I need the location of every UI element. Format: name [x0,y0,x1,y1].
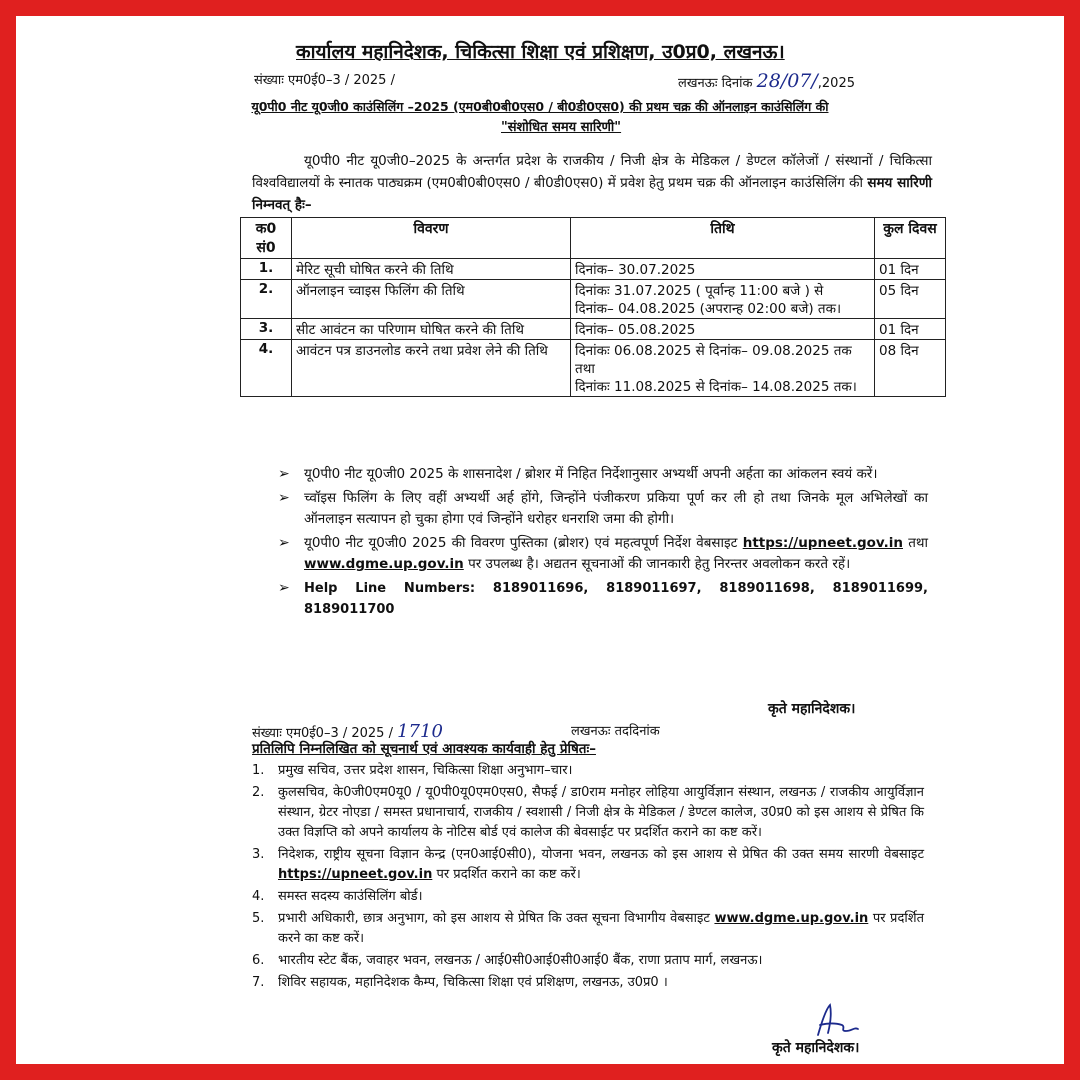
item-text: शिविर सहायक, महानिदेशक कैम्प, चिकित्सा शिक्षा एवं प्रशिक्षण, लखनऊ, उ0प्र0 । [278,975,668,990]
signature-bottom: कृते महानिदेशक। [772,1040,860,1056]
item-text: भारतीय स्टेट बैंक, जवाहर भवन, लखनऊ / आई0सी0आई0सी0आई0 बैंक, राणा प्रताप मार्ग, लखनऊ। [278,953,763,968]
row-date [571,259,875,280]
document-page [16,16,1064,1064]
item-text: निदेशक, राष्ट्रीय सूचना विज्ञान केन्द्र (एन0आई0सी0), योजना भवन, लखनऊ को इस आशय से प्रेषित की उक्त समय सारणी वेबसाइट [278,847,924,862]
item-text: कुलसचिव, के0जी0एम0यू0 / यू0पी0यू0एम0एस0, सैफई / डा0राम मनोहर लोहिया आयुर्विज्ञान संस्थान, लखनऊ / राजकीय आयुर्विज्ञान संस्थान, ग्रेटर नोएडा / समस्त प्रधानाचार्य, राजकीय / स्वशासी / निजी क्षेत्र के मेडिकल / डेण्टल कालेज, उ0प्र0 को इस आशय से प्रेषित कि उक्त विज्ञप्ति को अपने कार्यालय के नोटिस बोर्ड एवं कालेज की बेवसाईट पर प्रदर्शित कराने का कष्ट करें। [278,785,924,840]
row-days: 05 दिन [875,280,946,319]
list-item [252,909,924,949]
note-text: च्वॉइस फिलिंग के लिए वहीं अभ्यर्थी अर्ह होंगे, जिन्होंने पंजीकरण प्रकिया पूर्ण कर ली हो तथा जिनके मूल अभिलेखों का ऑनलाइन सत्यापन हो चुका होगा एवं जिन्होंने धरोहर धनराशि जमा की होगी। [304,490,928,527]
copy-place-date: लखनऊः तददिनांक [571,724,660,739]
item-number: 2. [252,785,265,800]
item-number: 4. [252,889,265,904]
subject-revised-schedule: "संशोधित समय सारिणी" [501,120,622,135]
arrow-bullet-icon: ➢ [278,580,290,596]
table-row [241,259,946,280]
schedule-table [240,217,946,397]
office-title: कार्यालय महानिदेशक, चिकित्सा शिक्षा एवं प्रशिक्षण, उ0प्र0, लखनऊ। [296,41,785,63]
date-line-text: दिनांक– 30.07.2025 [575,262,696,278]
reference-number: संख्याः एम0ई0–3 / 2025 / [254,73,395,88]
date-line-text: दिनांकः 06.08.2025 से दिनांक– 09.08.2025 तक तथा [575,343,852,377]
list-item [252,783,924,843]
copy-list [252,761,924,995]
item-text: पर प्रदर्शित करने का कष्ट करें। [278,911,924,946]
item-number: 6. [252,953,265,968]
row-sno: 2. [241,280,292,319]
table-row [241,340,946,397]
header-date: तिथि [571,218,875,259]
arrow-bullet-icon: ➢ [278,466,290,482]
list-item [252,845,924,885]
note-text: पर उपलब्ध है। अद्यतन सूचनाओं की जानकारी हेतु निरन्तर अवलोकन करते रहें। [468,556,851,572]
date-line [678,70,855,92]
row-days: 01 दिन [875,259,946,280]
row-days: 01 दिन [875,319,946,340]
upneet-link[interactable]: https://upneet.gov.in [278,867,433,882]
copy-ref-text: संख्याः एम0ई0–3 / 2025 / [252,726,393,741]
intro-paragraph [252,150,932,216]
list-item [252,761,924,781]
handwritten-date: 28/07/ [756,70,818,92]
table-row [241,280,946,319]
row-description: आवंटन पत्र डाउनलोड करने तथा प्रवेश लेने की तिथि [292,340,571,397]
subject-line: यू0पी0 नीट यू0जी0 काउंसिलिंग –2025 (एम0बी0बी0एस0 / बी0डी0एस0) की प्रथम चक्र की ऑनलाइन काउंसिलिंग की [251,99,829,114]
row-description: मेरिट सूची घोषित करने की तिथि [292,259,571,280]
item-text: समस्त सदस्य काउंसिलिंग बोर्ड। [278,889,423,904]
dgme-link[interactable]: www.dgme.up.gov.in [304,556,464,572]
date-prefix: लखनऊः दिनांक [678,76,753,91]
item-number: 5. [252,911,265,926]
helpline-numbers: Help Line Numbers: 8189011696, 8189011697, 8189011698, 8189011699, 8189011700 [304,581,928,617]
item-number: 7. [252,975,265,990]
intro-bold: समय सारिणी निम्नवत् हैः– [252,175,932,213]
header-description: विवरण [292,218,571,259]
signature-scribble-icon [806,1001,866,1041]
date-line-text: दिनांक– 05.08.2025 [575,322,696,338]
item-text: प्रभारी अधिकारी, छात्र अनुभाग, को इस आशय से प्रेषित कि उक्त सूचना विभागीय वेबसाइट [278,911,710,926]
note-item [278,464,928,485]
row-sno: 4. [241,340,292,397]
copy-heading: प्रतिलिपि निम्नलिखित को सूचनार्थ एवं आवश्यक कार्यवाही हेतु प्रेषितः– [252,741,596,757]
item-text: पर प्रदर्शित कराने का कष्ट करें। [436,867,581,882]
notes-list [278,464,928,623]
intro-text: यू0पी0 नीट यू0जी0–2025 के अन्तर्गत प्रदेश के राजकीय / निजी क्षेत्र के मेडिकल / डेण्टल कॉलेजों / संस्थानों / चिकित्सा विश्वविद्यालयों के स्नातक पाठ्यक्रम (एम0बी0बी0एस0 / बी0डी0एस0) में प्रवेश हेतु प्रथम चक्र की ऑनलाइन काउंसिलिंग की [252,153,932,191]
dgme-link[interactable]: www.dgme.up.gov.in [714,911,869,926]
row-description: ऑनलाइन च्वाइस फिलिंग की तिथि [292,280,571,319]
handwritten-number: 1710 [397,721,443,742]
row-days: 08 दिन [875,340,946,397]
arrow-bullet-icon: ➢ [278,535,290,551]
note-text: तथा [908,535,929,551]
upneet-link[interactable]: https://upneet.gov.in [742,535,903,551]
arrow-bullet-icon: ➢ [278,490,290,506]
row-date [571,319,875,340]
helpline-item [278,578,928,620]
date-year: ,2025 [817,76,855,91]
date-line-text: दिनांक– 04.08.2025 (अपरान्ह 02:00 बजे) तक। [575,301,842,317]
row-sno: 1. [241,259,292,280]
row-sno: 3. [241,319,292,340]
list-item [252,951,924,971]
header-sno: क0 सं0 [241,218,292,259]
table-header-row [241,218,946,259]
note-item [278,488,928,530]
note-text: यू0पी0 नीट यू0जी0 2025 के शासनादेश / ब्रोशर में निहित निर्देशानुसार अभ्यर्थी अपनी अर्हता का आंकलन स्वयं करें। [304,466,878,482]
row-description: सीट आवंटन का परिणाम घोषित करने की तिथि [292,319,571,340]
item-number: 1. [252,763,265,778]
row-date [571,340,875,397]
table-row [241,319,946,340]
date-line-text: दिनांकः 11.08.2025 से दिनांक– 14.08.2025 तक। [575,379,857,395]
item-number: 3. [252,847,265,862]
list-item [252,887,924,907]
list-item [252,973,924,993]
note-text: यू0पी0 नीट यू0जी0 2025 की विवरण पुस्तिका (ब्रोशर) एवं महत्वपूर्ण निर्देश वेबसाइट [304,535,738,551]
row-date [571,280,875,319]
item-text: प्रमुख सचिव, उत्तर प्रदेश शासन, चिकित्सा शिक्षा अनुभाग–चार। [278,763,573,778]
note-item [278,533,928,575]
header-days: कुल दिवस [875,218,946,259]
signature-top: कृते महानिदेशक। [768,701,856,717]
date-line-text: दिनांकः 31.07.2025 ( पूर्वान्ह 11:00 बजे ) से [575,283,824,299]
